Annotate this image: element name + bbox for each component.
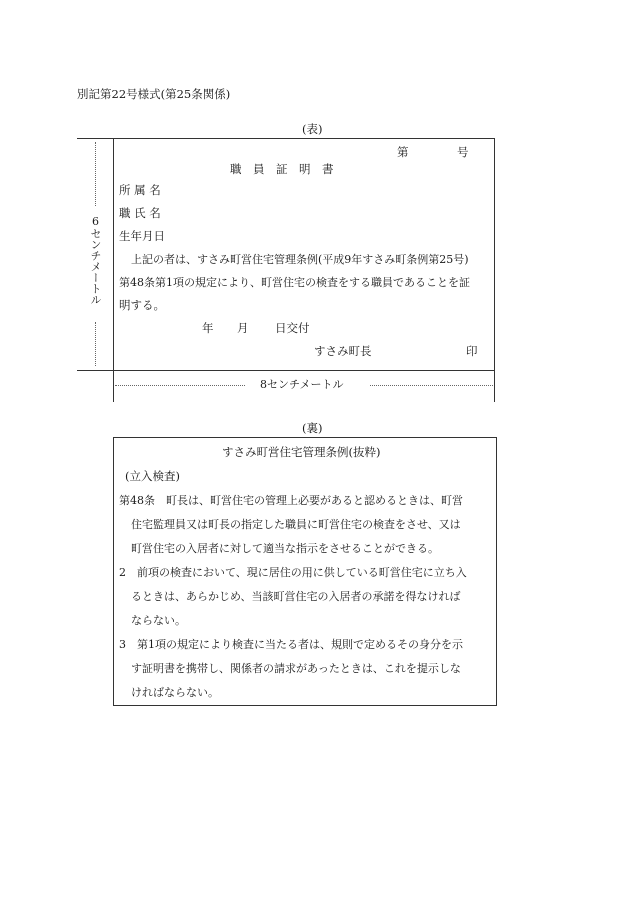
date-year: 年 xyxy=(202,321,214,335)
width-dimension-line-left xyxy=(115,385,245,386)
form-title: 別記第22号様式(第25条関係) xyxy=(77,87,231,101)
para3-line-2: す証明書を携帯し、関係者の請求があったときは、これを提示しな xyxy=(131,662,461,675)
field-birthdate: 生年月日 xyxy=(119,229,165,243)
date-issue: 日交付 xyxy=(275,321,310,335)
article-line-3: 町営住宅の入居者に対して適当な指示をさせることができる。 xyxy=(131,542,439,555)
width-dimension-label: 8センチメートル xyxy=(260,378,344,391)
back-side-label: (裏) xyxy=(302,421,323,435)
certificate-number-prefix: 第 xyxy=(397,145,409,159)
width-dimension-tick-left xyxy=(113,370,114,402)
body-line-3: 明する。 xyxy=(119,298,165,312)
height-dimension-line-top xyxy=(95,142,96,206)
front-side-label: (表) xyxy=(302,122,323,136)
para2-line-1: 2 前項の検査において、現に居住の用に供している町営住宅に立ち入 xyxy=(119,566,467,579)
certificate-number-suffix: 号 xyxy=(457,145,469,159)
width-dimension-line-right xyxy=(370,385,493,386)
height-dimension-label: 6センチメートル xyxy=(89,215,102,305)
field-name: 職 氏 名 xyxy=(119,206,161,220)
para2-line-3: ならない。 xyxy=(131,614,186,627)
section-heading: (立入検査) xyxy=(125,469,180,483)
front-bottom-border xyxy=(77,370,495,371)
para3-line-3: ければならない。 xyxy=(131,686,219,699)
article-line-1: 第48条 町長は、町営住宅の管理上必要があると認めるときは、町営 xyxy=(119,494,463,507)
width-dimension-tick-right xyxy=(494,370,495,402)
body-line-1: 上記の者は、すさみ町営住宅管理条例(平成9年すさみ町条例第25号) xyxy=(131,253,469,266)
certificate-title: 職 員 証 明 書 xyxy=(230,162,334,176)
body-line-2: 第48条第1項の規定により、町営住宅の検査をする職員であることを証 xyxy=(119,276,470,289)
para3-line-1: 3 第1項の規定により検査に当たる者は、規則で定めるその身分を示 xyxy=(119,638,463,651)
article-line-2: 住宅監理員又は町長の指定した職員に町営住宅の検査をさせ、又は xyxy=(131,518,461,531)
field-affiliation: 所 属 名 xyxy=(119,183,161,197)
excerpt-title: すさみ町営住宅管理条例(抜粋) xyxy=(222,445,381,459)
date-month: 月 xyxy=(237,321,249,335)
height-dimension-line-bottom xyxy=(95,322,96,366)
issuer: すさみ町長 xyxy=(314,344,372,358)
seal: 印 xyxy=(466,344,478,358)
para2-line-2: るときは、あらかじめ、当該町営住宅の入居者の承諾を得なければ xyxy=(131,590,461,603)
